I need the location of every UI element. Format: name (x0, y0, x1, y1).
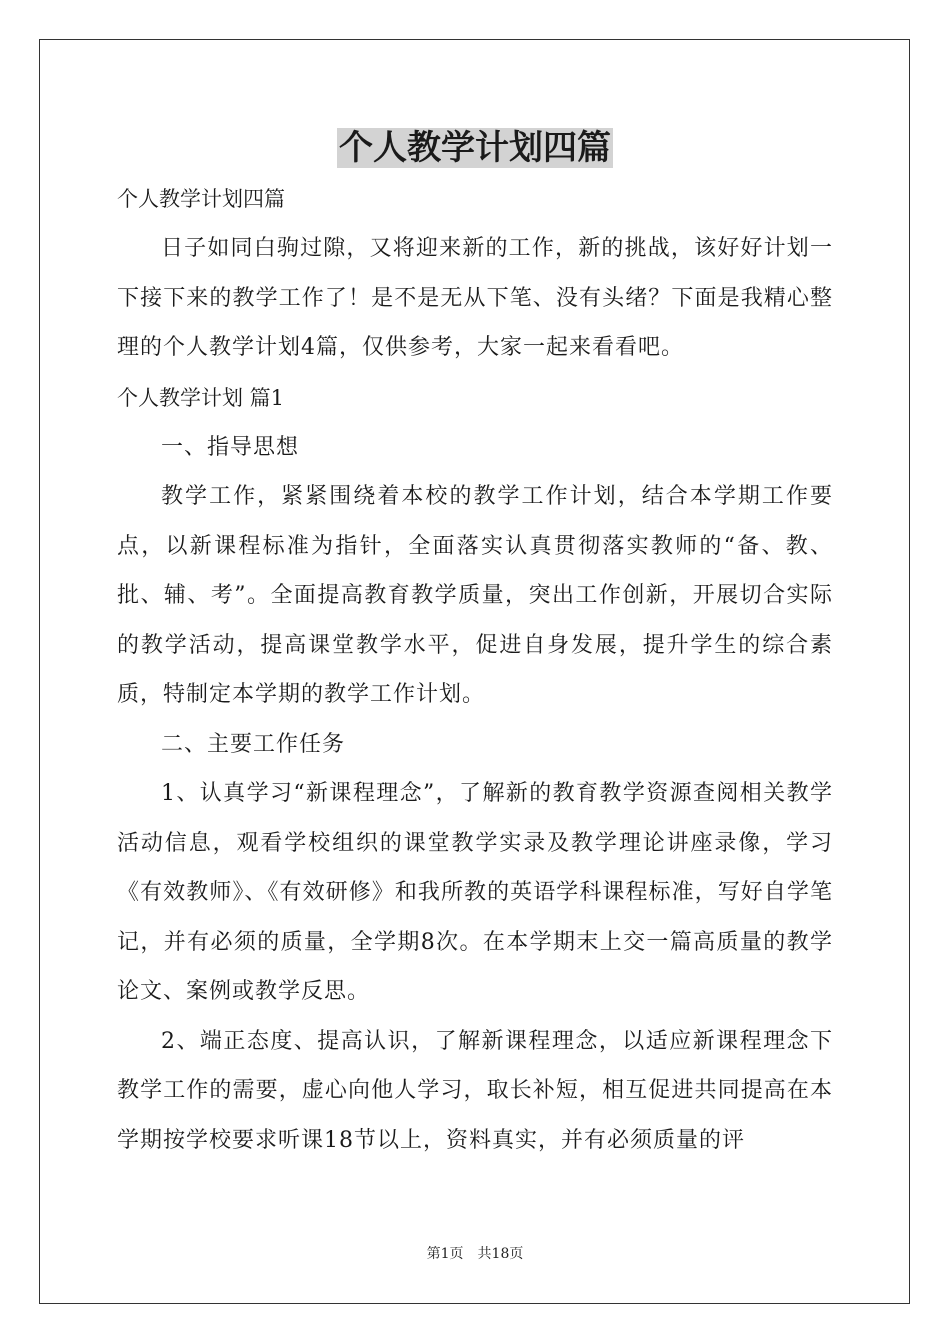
task-item-2: 2、端正态度、提高认识，了解新课程理念，以适应新课程理念下教学工作的需要，虚心向他人学习，取长补短，相互促进共同提高在本学期按学校要求听课18节以上，资料真实，并有必须质量的评 (117, 1028, 833, 1153)
intro-paragraph: 日子如同白驹过隙，又将迎来新的工作，新的挑战，该好好计划一下接下来的教学工作了！是不是无从下笔、没有头绪？下面是我精心整理的个人教学计划4篇，仅供参考，大家一起来看看吧。 (117, 236, 833, 360)
page-footer (0, 1244, 950, 1264)
task-item-1: 1、认真学习“新课程理念”，了解新的教育教学资源查阅相关教学活动信息，观看学校组织的课堂教学实录及教学理论讲座录像，学习《有效教师》、《有效研修》和我所教的英语学科课程标准，写好自学笔记，并有必须的质量，全学期8次。在本学期末上交一篇高质量的教学论文、案例或教学反思。 (117, 781, 833, 1004)
heading-guiding-thought: 一、指导思想 (161, 434, 300, 460)
page-number: 第1页 (426, 1246, 464, 1262)
document-body (117, 174, 833, 1165)
section-title: 个人教学计划 篇1 (117, 385, 285, 410)
heading-main-tasks: 二、主要工作任务 (161, 731, 346, 757)
document-title-text: 个人教学计划四篇 (339, 128, 611, 168)
document-title (0, 124, 950, 172)
document-subtitle: 个人教学计划四篇 (117, 187, 285, 211)
page-total: 共18页 (477, 1246, 524, 1262)
paragraph-guiding-thought: 教学工作，紧紧围绕着本校的教学工作计划，结合本学期工作要点，以新课程标准为指针，全面落实认真贯彻落实教师的“备、教、批、辅、考”。全面提高教育教学质量，突出工作创新，开展切合实际的教学活动，提高课堂教学水平，促进自身发展，提升学生的综合素质，特制定本学期的教学工作计划。 (117, 484, 833, 707)
